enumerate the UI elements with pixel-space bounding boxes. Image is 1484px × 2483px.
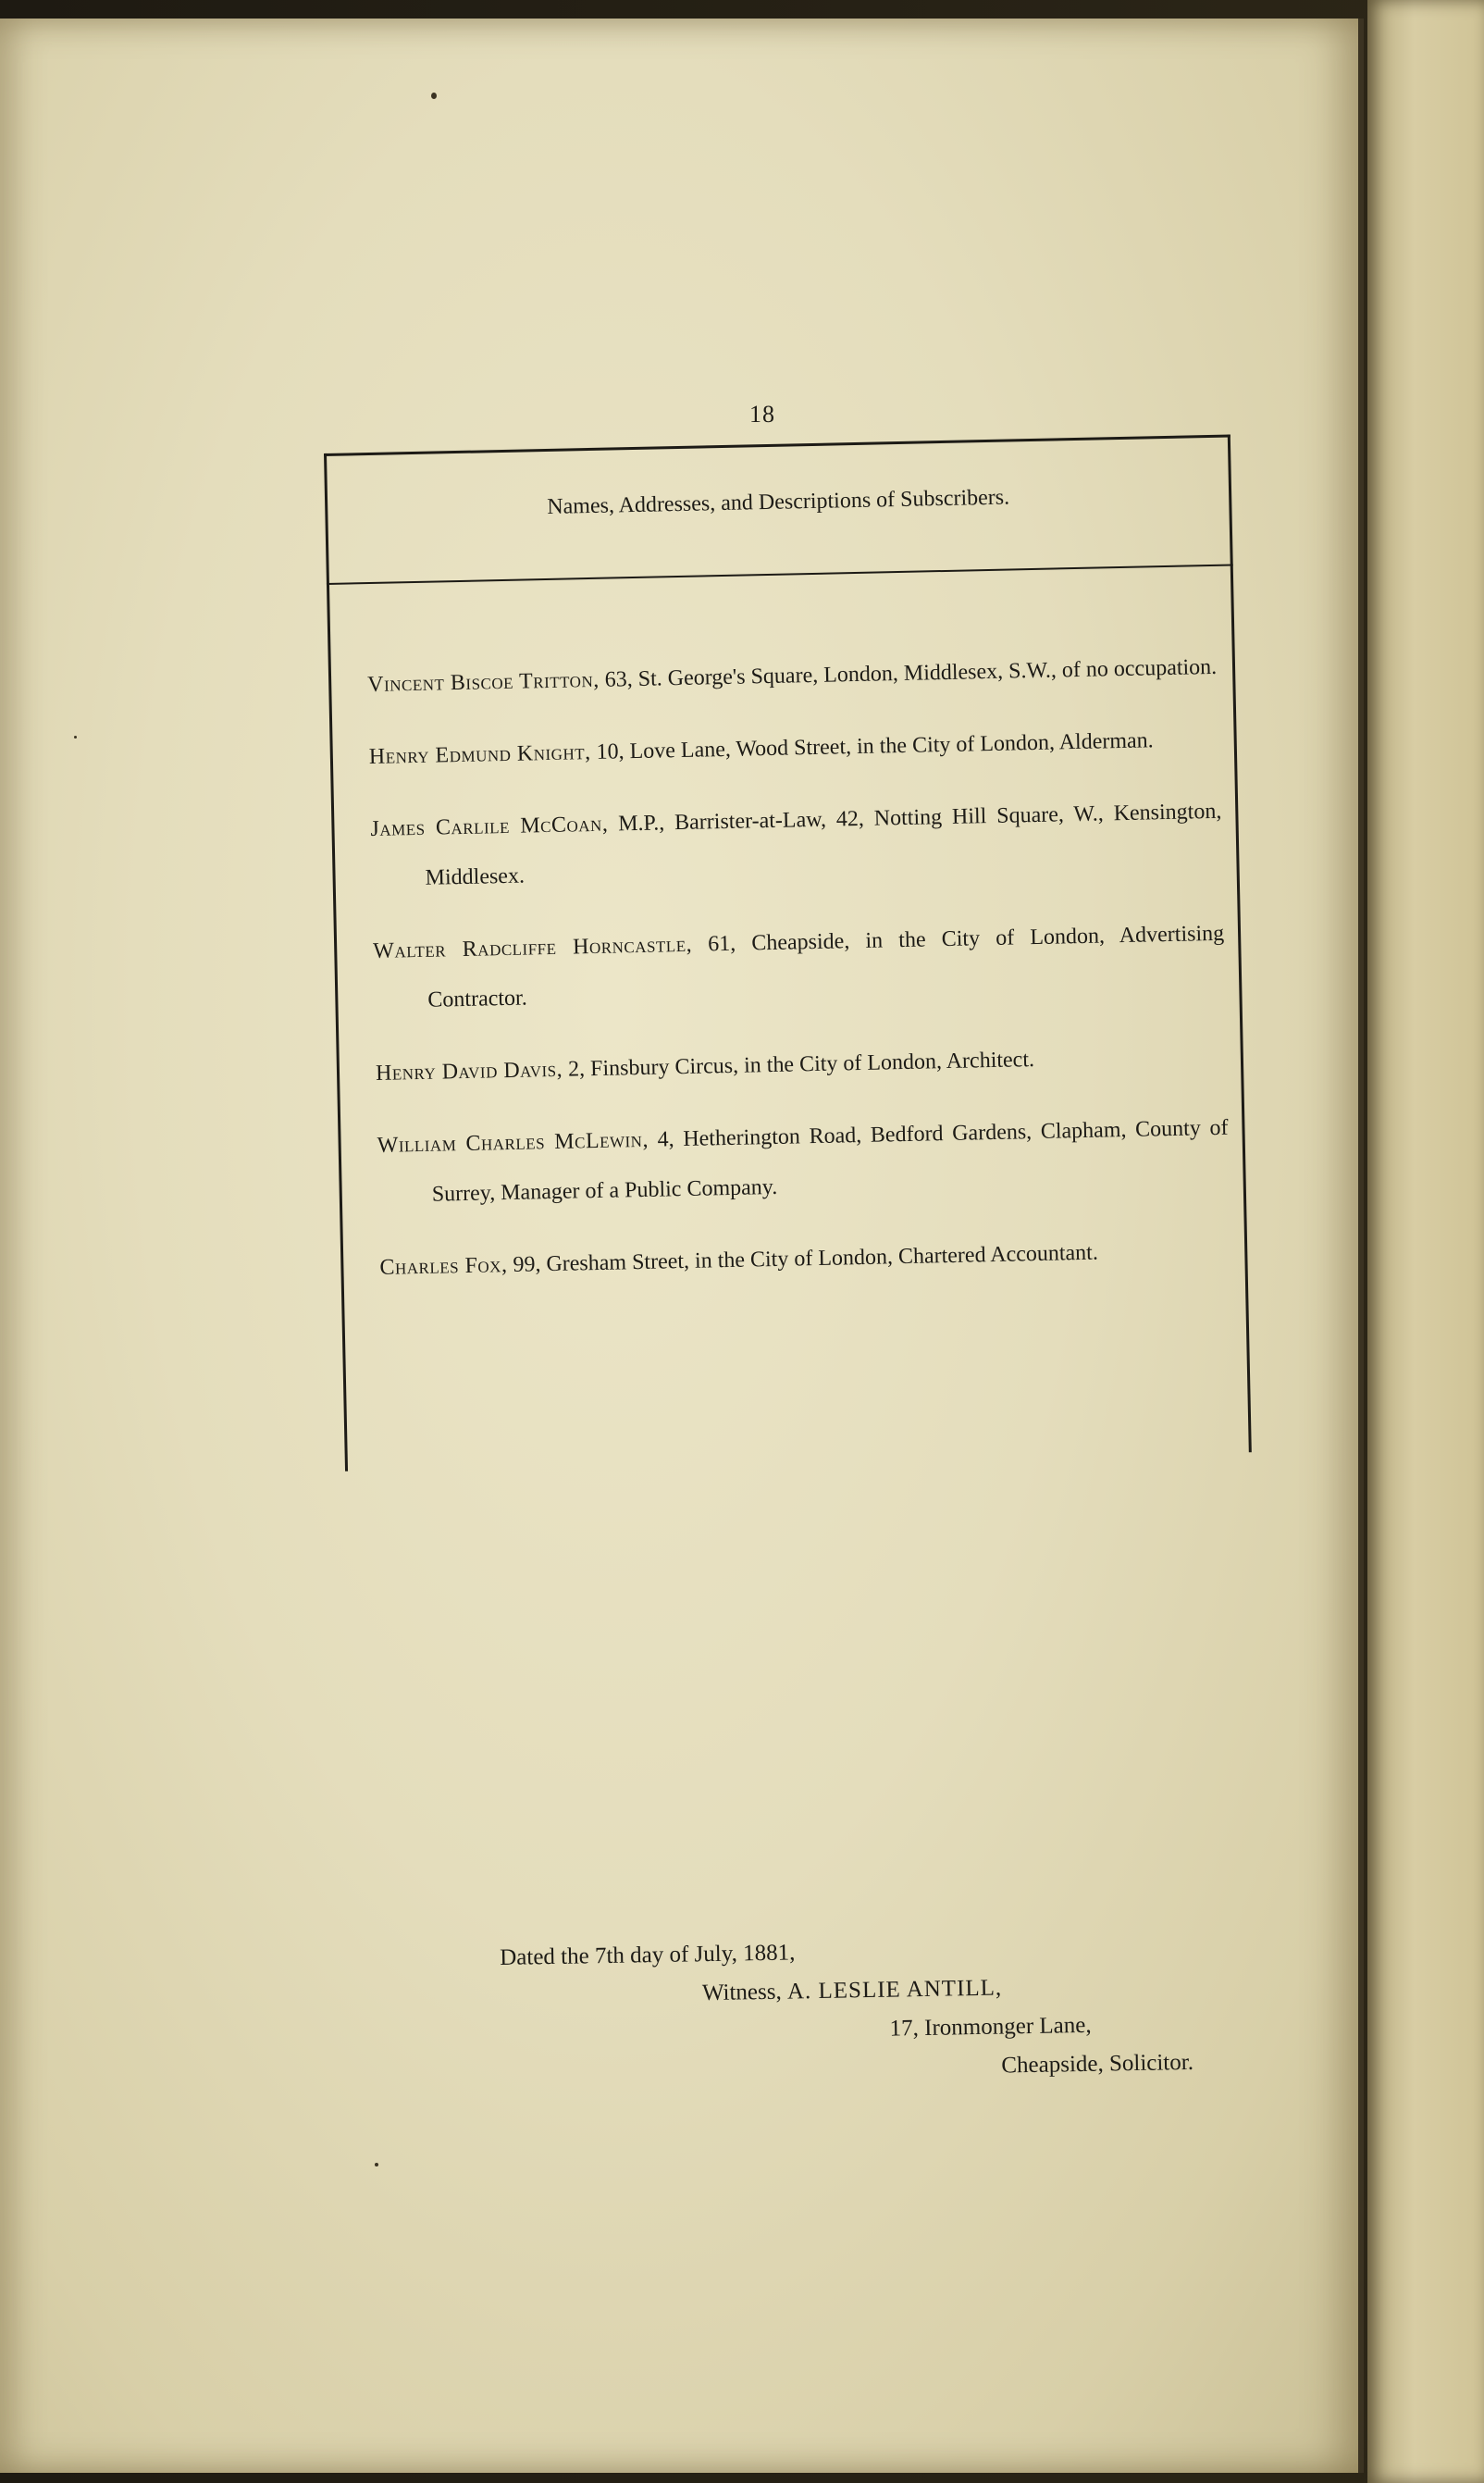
document-page xyxy=(0,19,1364,2473)
ink-speck xyxy=(431,93,437,99)
subscribers-table xyxy=(324,434,1252,1471)
witness-place: Cheapside, Solicitor. xyxy=(1001,2049,1194,2079)
witness-name: A. LESLIE ANTILL, xyxy=(786,1975,1003,2005)
ink-speck xyxy=(375,2163,378,2166)
subscriber-name: Henry David Davis, xyxy=(375,1057,563,1086)
subscriber-entry xyxy=(367,642,1219,710)
subscriber-details: 61, Cheapside, in the City of London, Advertising Contractor. xyxy=(427,921,1225,1012)
date-line: Dated the 7th day of July, 1881, xyxy=(500,1940,796,1970)
ink-speck xyxy=(74,736,77,739)
witness-prefix: Witness, xyxy=(701,1979,782,2006)
subscriber-details: 99, Gresham Street, in the City of London, Chartered Accountant. xyxy=(513,1240,1099,1277)
witness-address: 17, Ironmonger Lane, xyxy=(889,2012,1092,2042)
subscriber-entry xyxy=(373,909,1226,1026)
subscriber-details: 63, St. George's Square, London, Middlesex, S.W., of no occupation. xyxy=(604,654,1218,692)
subscriber-entry xyxy=(375,1031,1227,1099)
subscriber-name: Charles Fox, xyxy=(379,1253,508,1280)
subscriber-details: 4, Hetherington Road, Bedford Gardens, Clapham, County of Surrey, Manager of a Public Company. xyxy=(431,1115,1229,1207)
subscriber-details: 10, Love Lane, Wood Street, in the City of London, Alderman. xyxy=(596,728,1154,764)
adjacent-page-edge xyxy=(1367,0,1484,2483)
page-number: 18 xyxy=(749,401,775,428)
subscriber-name: Henry Edmund Knight, xyxy=(368,740,591,770)
subscriber-details: M.P., Barrister-at-Law, 42, Notting Hill Square, W., Kensington, Middlesex. xyxy=(425,799,1222,890)
witness-line xyxy=(702,1976,1003,2007)
subscriber-list xyxy=(366,620,1231,1310)
subscriber-details: 2, Finsbury Circus, in the City of London, Architect. xyxy=(567,1048,1035,1082)
subscriber-name: William Charles McLewin, xyxy=(377,1127,649,1158)
subscriber-entry xyxy=(377,1103,1230,1221)
subscriber-entry xyxy=(370,787,1223,904)
subscriber-entry xyxy=(368,714,1220,782)
table-heading: Names, Addresses, and Descriptions of Subscribers. xyxy=(547,485,1010,519)
subscriber-name: James Carlile McCoan, xyxy=(370,812,609,842)
subscriber-name: Vincent Biscoe Tritton, xyxy=(366,667,600,698)
subscriber-name: Walter Radcliffe Horncastle, xyxy=(373,932,693,963)
attestation-block xyxy=(500,1932,1243,2103)
subscriber-entry xyxy=(379,1225,1231,1293)
